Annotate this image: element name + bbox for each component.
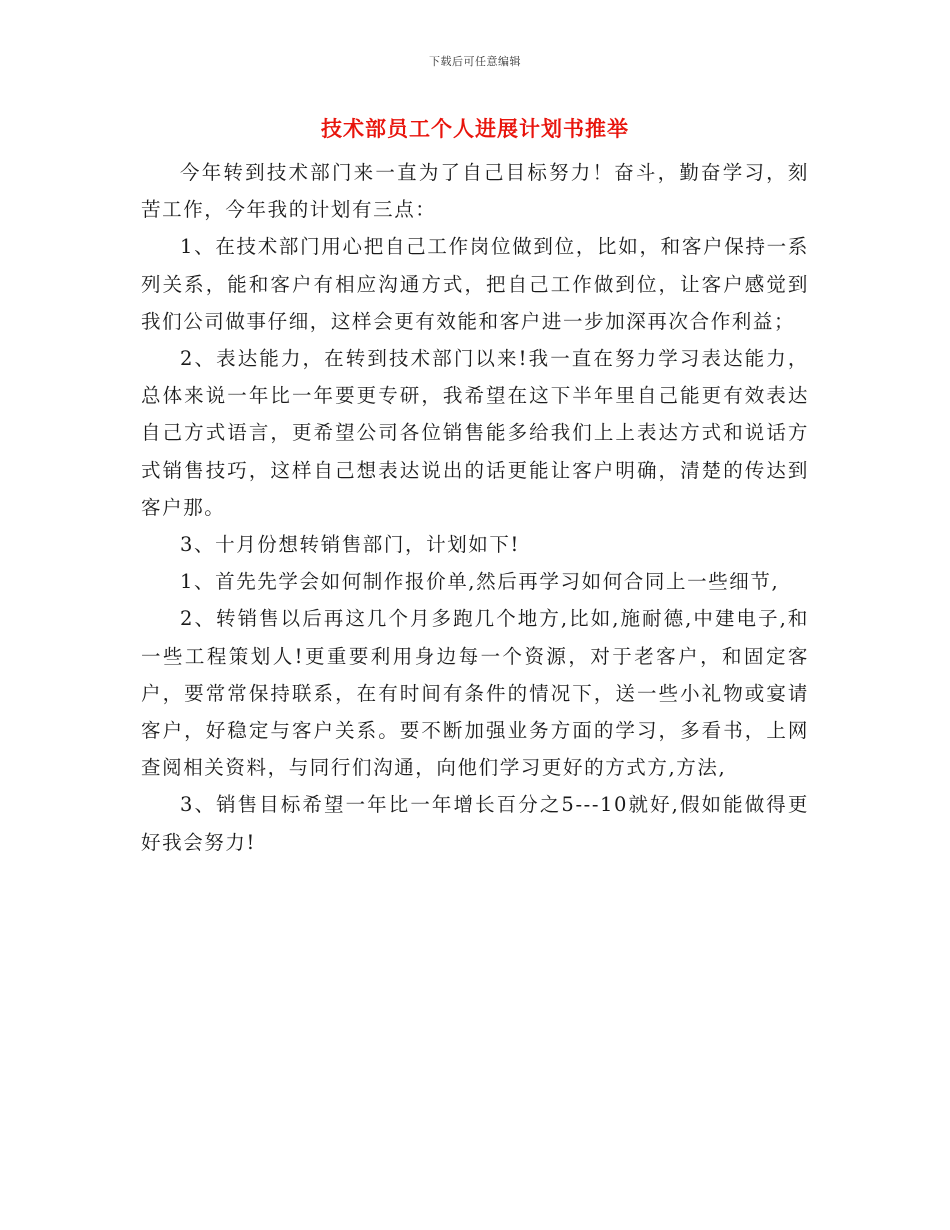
document-title: 技术部员工个人进展计划书推举: [321, 116, 629, 141]
header-note: 下载后可任意编辑: [429, 55, 521, 68]
paragraph-plan-2: 2、转销售以后再这几个月多跑几个地方,比如,施耐德,中建电子,和一些工程策划人!更重要利用身边每一个资源，对于老客户，和固定客户，要常常保持联系，在有时间有条件的情况下，送一些小礼物或宴请客户，好稳定与客户关系。要不断加强业务方面的学习，多看书，上网查阅相关资料，与同行们沟通，向他们学习更好的方式方,方法,: [141, 607, 809, 780]
paragraph-point-2: 2、表达能力，在转到技术部门以来!我一直在努力学习表达能力，总体来说一年比一年要更专研，我希望在这下半年里自己能更有效表达自己方式语言，更希望公司各位销售能多给我们上上表达方式和说话方式销售技巧，这样自己想表达说出的话更能让客户明确，清楚的传达到客户那。: [141, 347, 809, 519]
paragraph-plan-1: 1、首先先学会如何制作报价单,然后再学习如何合同上一些细节,: [180, 570, 780, 594]
paragraph-intro: 今年转到技术部门来一直为了自己目标努力！奋斗，勤奋学习，刻苦工作，今年我的计划有三点：: [141, 161, 809, 222]
paragraph-plan-3: 3、销售目标希望一年比一年增长百分之5---10就好,假如能做得更好我会努力!: [141, 793, 809, 854]
paragraph-point-3: 3、十月份想转销售部门，计划如下!: [180, 533, 520, 557]
paragraph-point-1: 1、在技术部门用心把自己工作岗位做到位，比如，和客户保持一系列关系，能和客户有相应沟通方式，把自己工作做到位，让客户感觉到我们公司做事仔细，这样会更有效能和客户进一步加深再次合作利益；: [141, 235, 809, 333]
document-body: [141, 154, 809, 861]
